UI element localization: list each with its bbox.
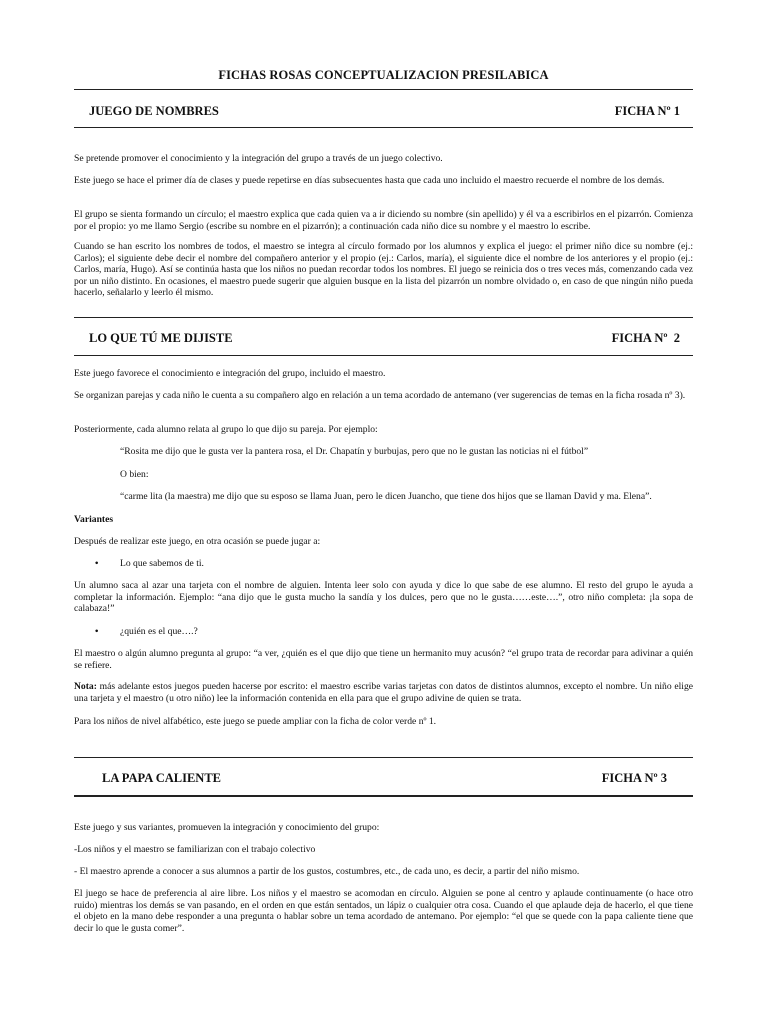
paragraph: El juego se hace de preferencia al aire libre. Los niños y el maestro se acomodan en círculo. Alguien se pone al centro y aplaude continuamente (o hace otro ruido) mientras los demás se van pasando, en el orden en que están sentados, un lápiz o cualquier otra cosa. Cuando el que aplaude deja de hacerlo, el que tiene el objeto en la mano debe responder a una pregunta o hablar sobre un tema acordado de antemano. Por ejemplo: “el que se quede con la papa caliente tiene que decir lo que le gusta comer”. (74, 888, 693, 934)
section-title: LO QUE TÚ ME DIJISTE (89, 331, 233, 345)
ficha-number: FICHA Nº 2 (611, 331, 680, 345)
paragraph: Este juego se hace el primer día de clases y puede repetirse en días subsecuentes hasta que cada uno incluido el maestro recuerde el nombre de los demás. (74, 175, 665, 186)
quote-paragraph: “carme lita (la maestra) me dijo que su esposo se llama Juan, pero le dicen Juancho, que tiene dos hijos que se llaman David y ma. Elena”. (120, 491, 652, 502)
note-text: más adelante estos juegos pueden hacerse por escrito: el maestro escribe varias tarjetas con datos de distintos alumnos, excepto el nombre. Un niño elige una tarjeta y el maestro (u otro niño) lee la información contenida en ella para que el grupo adivine de quien se trata. (74, 681, 693, 704)
divider (74, 317, 693, 318)
paragraph: O bien: (120, 469, 149, 480)
paragraph: Se organizan parejas y cada niño le cuenta a su compañero algo en relación a un tema acordado de antemano (ver sugerencias de temas en la ficha rosada nº 3). (74, 390, 686, 401)
divider (74, 795, 693, 797)
subheading-variantes: Variantes (74, 514, 114, 525)
paragraph: Este juego favorece el conocimiento e integración del grupo, incluido el maestro. (74, 368, 386, 379)
section-title: LA PAPA CALIENTE (102, 771, 222, 785)
paragraph: Después de realizar este juego, en otra ocasión se puede jugar a: (74, 536, 321, 547)
divider (74, 89, 693, 90)
quote-paragraph: “Rosita me dijo que le gusta ver la pantera rosa, el Dr. Chapatín y burbujas, pero que no le gustan las noticias ni el fútbol” (120, 446, 589, 457)
note-paragraph (74, 681, 693, 704)
paragraph: Para los niños de nivel alfabético, este juego se puede ampliar con la ficha de color verde nº 1. (74, 716, 437, 727)
paragraph: El grupo se sienta formando un círculo; el maestro explica que cada quien va a ir diciendo su nombre (sin apellido) y él va a escribirlos en el pizarrón. Comienza por el propio: yo me llamo Sergio (escribe su nombre en el pizarrón); a continuación cada niño dice su nombre y el maestro lo escribe. (74, 209, 693, 232)
ficha-number: FICHA Nº 3 (601, 771, 667, 785)
paragraph: Cuando se han escrito los nombres de todos, el maestro se integra al círculo formado por los alumnos y explica el juego: el primer niño dice su nombre (ej.: Carlos); el siguiente debe decir el nombre del compañero anterior y el propio (ej.: Carlos, maría), el siguiente dice el nombre de los anteriores y el propio (ej.: Carlos, maría, Hugo). Así se continúa hasta que los niños no puedan recordar todos los nombres. El juego se reinicia dos o tres veces más, comenzando cada vez por un niño distinto. En ocasiones, el maestro puede sugerir que alguien busque en la lista del pizarrón un nombre olvidado o, en caso de que ningún niño pueda hacerlo, señalarlo y leerlo él mismo. (74, 241, 693, 299)
paragraph: Se pretende promover el conocimiento y la integración del grupo a través de un juego colectivo. (74, 153, 443, 164)
paragraph: Un alumno saca al azar una tarjeta con el nombre de alguien. Intenta leer solo con ayuda y dice lo que sabe de ese alumno. El resto del grupo le ayuda a completar la información. Ejemplo: “ana dijo que le gusta mucho la sandía y los dulces, pero que no le gusta……este….”, otro niño completa: ¡la sopa de calabaza!” (74, 580, 693, 615)
paragraph: El maestro o algún alumno pregunta al grupo: “a ver, ¿quién es el que dijo que tiene un hermanito muy acusón? “el grupo trata de recordar para adivinar a quién se refiere. (74, 648, 693, 671)
paragraph: -Los niños y el maestro se familiarizan con el trabajo colectivo (74, 844, 316, 855)
divider (74, 355, 693, 356)
bullet-icon: • (95, 626, 99, 637)
ficha-number: FICHA Nº 1 (614, 104, 680, 118)
note-label: Nota: (74, 681, 97, 692)
section-title: JUEGO DE NOMBRES (89, 104, 219, 118)
paragraph: Este juego y sus variantes, promueven la integración y conocimiento del grupo: (74, 822, 380, 833)
divider (74, 757, 693, 758)
paragraph: Posteriormente, cada alumno relata al grupo lo que dijo su pareja. Por ejemplo: (74, 424, 378, 435)
bullet-icon: • (95, 558, 99, 569)
document-title: FICHAS ROSAS CONCEPTUALIZACION PRESILABICA (218, 68, 549, 82)
paragraph: - El maestro aprende a conocer a sus alumnos a partir de los gustos, costumbres, etc., de cada uno, es decir, a partir del niño mismo. (74, 866, 580, 877)
divider (74, 127, 693, 128)
